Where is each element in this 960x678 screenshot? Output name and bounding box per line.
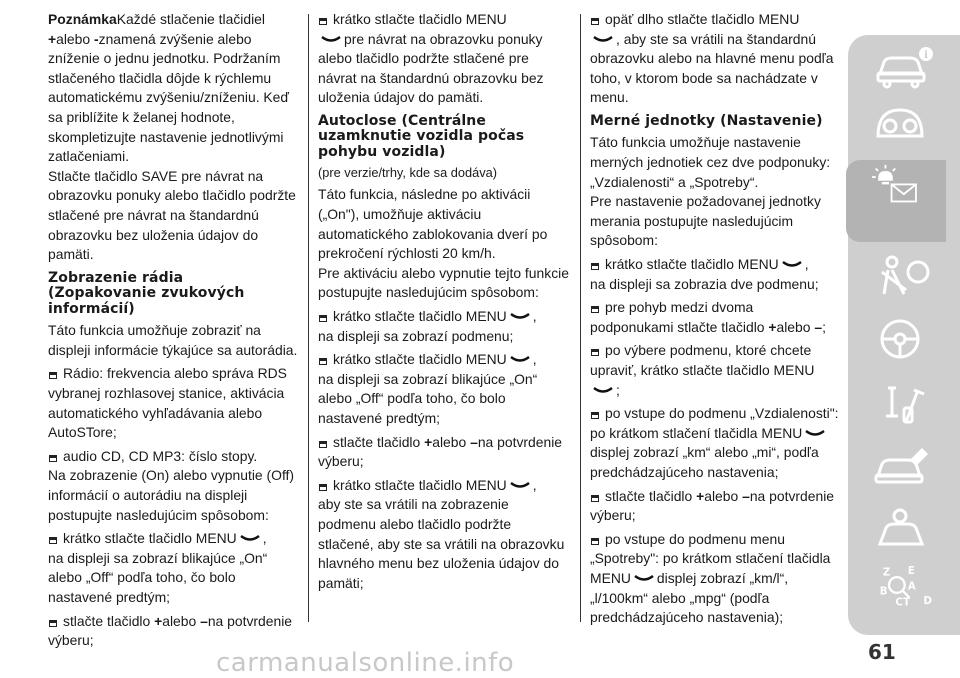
bullet-item: krátko stlačte tlačidlo MENU , na displeji sa zobrazí blikajúce „On“ alebo „Off“ podľa toho, čo bolo nastavené predtým; — [318, 351, 538, 426]
column-divider — [308, 14, 309, 622]
menu-button-icon — [782, 261, 802, 269]
menu-button-icon — [321, 36, 341, 44]
menu-button-icon — [510, 313, 530, 321]
bullet-icon — [49, 455, 57, 462]
page-number: 61 — [868, 640, 896, 664]
bullet-item: po výbere podmenu, ktoré chcete upraviť, krátko stlačte tlačidlo MENU ; — [590, 342, 815, 398]
bullet-item: krátko stlačte tlačidlo MENU pre návrat na obrazovku ponuky alebo tlačidlo podržte stlačené pre návrat na štandardnú obrazovku bez uloženia údajov do pamäti. — [318, 11, 544, 106]
bullet-item: stlačte tlačidlo +alebo –na potvrdenie výberu; — [318, 433, 563, 470]
bullet-icon — [591, 538, 599, 545]
breakdown-tools-icon[interactable] — [852, 378, 948, 428]
watermark: carmanualsonline.info — [216, 648, 515, 678]
bullet-icon — [591, 495, 599, 502]
menu-button-icon — [510, 482, 530, 490]
index-letter: B — [879, 586, 888, 598]
maintenance-car-icon[interactable] — [852, 440, 948, 490]
units-instructions: Pre nastavenie požadovanej jednotky merania postupujte nasledujúcim spôsobom: — [590, 193, 821, 249]
warning-light-message-icon[interactable] — [846, 160, 946, 242]
svg-text:i: i — [924, 50, 928, 61]
menu-button-icon — [805, 430, 825, 438]
column-3 — [590, 10, 840, 628]
bullet-icon — [49, 537, 57, 544]
radio-instructions: Na zobrazenie (On) alebo vypnutie (Off) informácií o autorádiu na displeji postupujte nasledujúcim spôsobom: — [48, 467, 295, 523]
bullet-item: krátko stlačte tlačidlo MENU , aby ste sa vrátili na zobrazenie podmenu alebo tlačidlo podržte stlačené, aby ste sa vrátili na obrazovku hlavného menu bez uloženia údajov do pamäti; — [318, 476, 565, 591]
bullet-item: audio CD, CD MP3: číslo stopy. — [48, 447, 298, 467]
airbag-seatbelt-icon[interactable] — [852, 250, 948, 300]
bullet-item: stlačte tlačidlo +alebo –na potvrdenie výberu; — [48, 612, 293, 649]
bullet-item: po vstupe do podmenu menu „Spotreby": po krátkom stlačení tlačidla MENU displej zobrazí „km/l“, „l/100km“ alebo „mpg“ (podľa predchádzajúceho nastavenia); — [590, 530, 831, 626]
menu-button-icon — [593, 36, 613, 44]
section-heading-units: Merné jednotky (Nastavenie) — [590, 112, 823, 129]
bullet-item: Rádio: frekvencia alebo správa RDS vybranej rozhlasovej stanice, aktivácia automatického vyhľadávania alebo AutoSTore; — [48, 365, 287, 441]
bullet-icon — [49, 620, 57, 627]
technical-data-icon[interactable] — [852, 504, 948, 554]
dashboard-icon[interactable] — [852, 96, 948, 146]
bullet-item: pre pohyb medzi dvoma podponukami stlačte tlačidlo +alebo –; — [590, 299, 826, 335]
bullet-item: krátko stlačte tlačidlo MENU , na displeji sa zobrazí podmenu; — [318, 308, 537, 344]
column-2 — [318, 10, 570, 593]
bullet-icon — [319, 358, 327, 365]
column-1 — [48, 10, 298, 651]
menu-button-icon — [240, 535, 260, 543]
bullet-icon — [591, 349, 599, 356]
section-heading-autoclose: Autoclose (Centrálne uzamknutie vozidla počas pohybu vozidla) — [318, 112, 525, 160]
section-subheading: (pre verzie/trhy, kde sa dodáva) — [318, 165, 497, 181]
bullet-icon — [319, 18, 327, 25]
bullet-item: po vstupe do podmenu „Vzdialenosti": po krátkom stlačení tlačidla MENU displej zobrazí „km“ alebo „mi“, podľa predchádzajúceho nastavenia; — [590, 405, 839, 480]
index-letter: Z — [882, 567, 891, 579]
index-letter: T — [903, 597, 911, 609]
menu-button-icon — [510, 356, 530, 364]
bullet-icon — [49, 372, 57, 379]
save-paragraph: Stlačte tlačidlo SAVE pre návrat na obrazovku ponuky alebo tlačidlo podržte stlačené pre návrat na štandardnú obrazovku bez uloženia údajov do pamäti. — [48, 167, 296, 263]
bullet-icon — [319, 484, 327, 491]
bullet-icon — [591, 263, 599, 270]
steering-wheel-icon[interactable] — [852, 314, 948, 364]
note-paragraph: PoznámkaKaždé stlačenie tlačidiel +alebo -znamená zvýšenie alebo zníženie o jednu jednotku. Podržaním stlačeného tlačidla dôjde k rýchlemu automatickému zvýšeniu/zníženiu. Keď sa priblížite k želanej hodnote, skompletizujte nastavenie jednotlivými zatlačeniami. — [48, 11, 289, 165]
bullet-item: stlačte tlačidlo +alebo –na potvrdenie výberu; — [590, 487, 835, 524]
radio-intro: Táto funkcia umožňuje zobraziť na displeji informácie týkajúce sa autorádia. — [48, 322, 298, 358]
bullet-icon — [319, 441, 327, 448]
bullet-item: opäť dlho stlačte tlačidlo MENU , aby ste sa vrátili na štandardnú obrazovku alebo na hlavné menu podľa toho, v ktorom bode sa nachádzate v menu. — [590, 11, 834, 106]
menu-button-icon — [593, 387, 613, 395]
bullet-item: krátko stlačte tlačidlo MENU , na displeji sa zobrazí blikajúce „On“ alebo „Off“ podľa toho, čo bolo nastavené predtým; — [48, 530, 268, 605]
car-info-icon[interactable] — [852, 40, 948, 90]
index-letter: A — [907, 581, 916, 593]
bullet-icon — [591, 412, 599, 419]
index-letter: D — [923, 595, 932, 607]
column-divider — [580, 14, 581, 622]
index-letter: C — [895, 597, 903, 609]
bullet-icon — [591, 306, 599, 313]
autoclose-intro: Táto funkcia, následne po aktivácii („On"), umožňuje aktiváciu automatického zablokovania dverí po prekročení rýchlosti 20 km/h. — [318, 186, 548, 262]
menu-button-icon — [634, 575, 654, 583]
bullet-icon — [591, 18, 599, 25]
index-letter: E — [907, 566, 915, 578]
index-letters-icon[interactable] — [852, 560, 948, 624]
bullet-icon — [319, 315, 327, 322]
units-intro: Táto funkcia umožňuje nastavenie merných jednotiek cez dve podponuky: „Vzdialenosti“ a „Spotreby“. — [590, 134, 831, 190]
autoclose-instructions: Pre aktiváciu alebo vypnutie tejto funkcie postupujte nasledujúcim spôsobom: — [318, 264, 569, 301]
section-heading-radio: Zobrazenie rádia (Zopakovanie zvukových informácií) — [48, 269, 245, 317]
bullet-item: krátko stlačte tlačidlo MENU , na displeji sa zobrazia dve podmenu; — [590, 256, 819, 292]
